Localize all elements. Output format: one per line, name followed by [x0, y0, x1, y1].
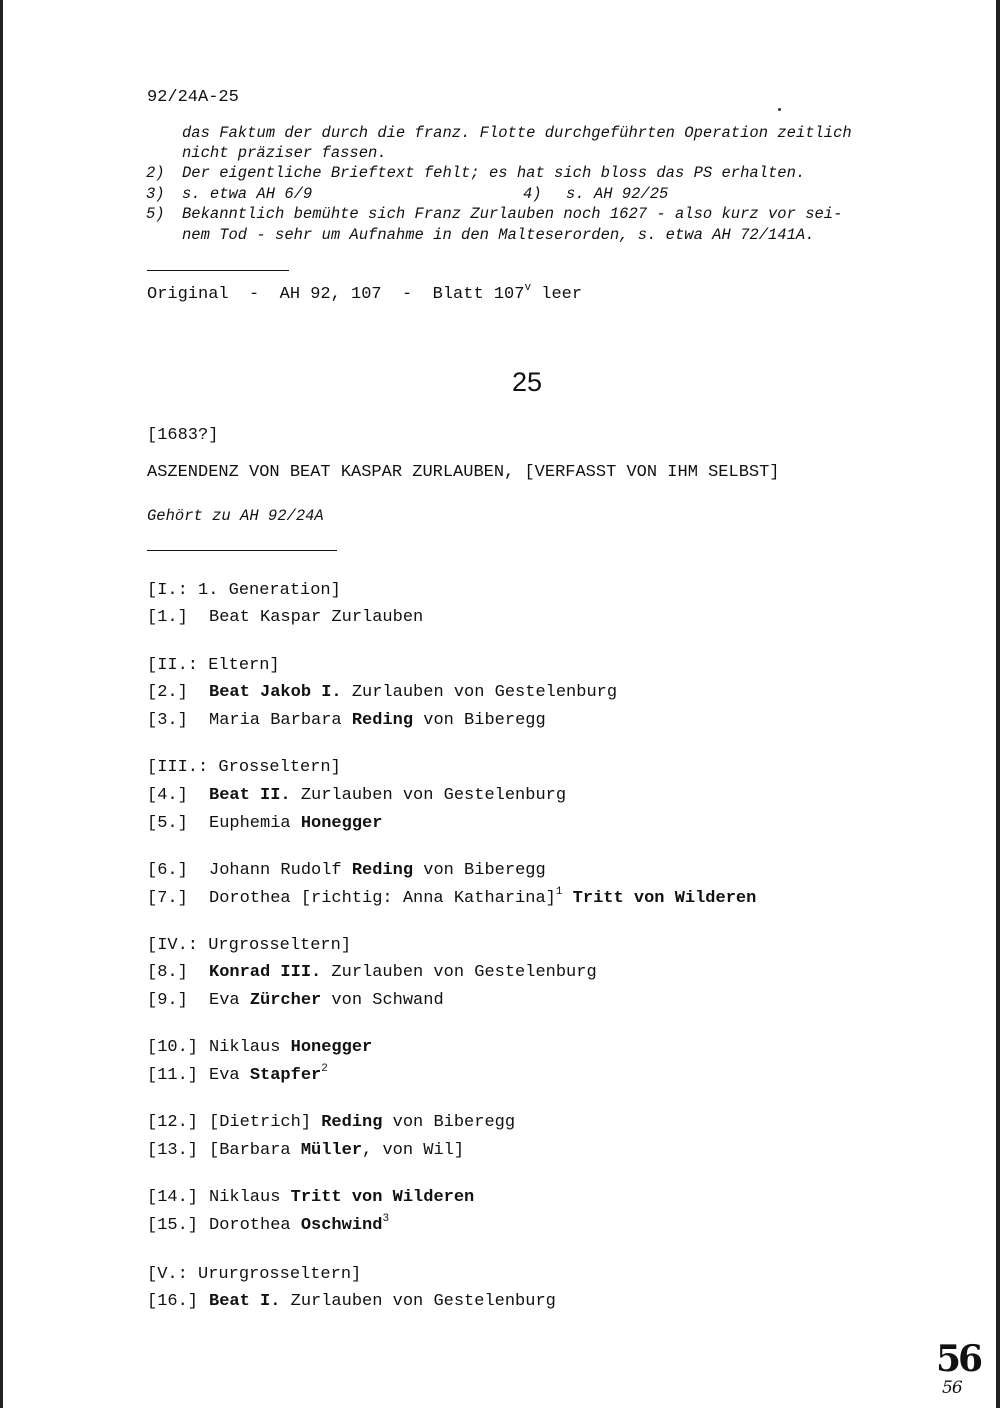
entry-11-name: [209, 1065, 328, 1087]
footnote-ref-2: 2: [321, 1063, 328, 1075]
entry-5-number: [5.]: [147, 814, 188, 833]
entry-2-rest: Zurlauben von Gestelenburg: [341, 683, 618, 702]
entry-3-name: [209, 710, 546, 732]
entry-12-name: [209, 1112, 515, 1134]
footnote-2-number: 2): [146, 164, 165, 182]
entry-9-pre: Eva: [209, 991, 250, 1010]
entry-16-name: [209, 1291, 556, 1313]
original-prefix: Original - AH 92, 107 - Blatt 107: [147, 285, 525, 304]
entry-4-bold: Beat II.: [209, 786, 291, 805]
entry-11-pre: Eva: [209, 1066, 250, 1085]
entry-7-bold: Tritt von Wilderen: [572, 889, 757, 908]
entry-2-number: [2.]: [147, 683, 188, 702]
belongs-to-note: Gehört zu AH 92/24A: [147, 507, 324, 525]
entry-12-rest: von Biberegg: [382, 1113, 516, 1132]
entry-13-bold: Müller: [300, 1141, 363, 1160]
separator-rule-2: [147, 550, 337, 551]
generation-3-heading: [III.: Grosseltern]: [147, 758, 341, 777]
entry-16-rest: Zurlauben von Gestelenburg: [280, 1292, 556, 1311]
scan-edge-right: [996, 0, 1000, 1408]
entry-14-bold: Tritt von Wilderen: [290, 1188, 475, 1207]
footnote-continuation-2: nicht präziser fassen.: [182, 144, 387, 162]
entry-1-name: Beat Kaspar Zurlauben: [209, 608, 424, 627]
entry-6-pre: Johann Rudolf: [209, 861, 352, 880]
entry-9-bold: Zürcher: [249, 991, 322, 1010]
entry-11-number: [11.]: [147, 1066, 199, 1085]
original-reference: [147, 284, 582, 306]
entry-12-pre: [Dietrich]: [209, 1113, 322, 1132]
entry-15-pre: Dorothea: [209, 1216, 301, 1235]
entry-7-number: [7.]: [147, 889, 188, 908]
entry-6-bold: Reding: [351, 861, 414, 880]
pencil-page-number: 56: [942, 1378, 962, 1398]
entry-10-number: [10.]: [147, 1038, 199, 1057]
generation-4-heading: [IV.: Urgrosseltern]: [147, 936, 352, 955]
entry-3-pre: Maria Barbara: [209, 711, 352, 730]
entry-10-bold: Honegger: [290, 1038, 373, 1057]
entry-13-name: [209, 1140, 464, 1162]
entry-15-bold: Oschwind: [300, 1216, 383, 1235]
entry-14-name: [209, 1187, 474, 1209]
entry-3-rest: von Biberegg: [413, 711, 546, 730]
scan-edge-left: [0, 0, 3, 1408]
entry-14-number: [14.]: [147, 1188, 199, 1207]
entry-7-name: [209, 888, 756, 910]
entry-9-rest: von Schwand: [321, 991, 444, 1010]
entry-10-name: [209, 1037, 372, 1059]
entry-5-pre: Euphemia: [209, 814, 301, 833]
entry-6-number: [6.]: [147, 861, 188, 880]
footnote-3-number: 3): [146, 185, 165, 203]
generation-2-heading: [II.: Eltern]: [147, 656, 280, 675]
footnote-5-line-1: Bekanntlich bemühte sich Franz Zurlauben noch 1627 - also kurz vor sei-: [182, 205, 843, 223]
page-stamp-number: 56: [936, 1338, 981, 1380]
generation-5-heading: [V.: Ururgrosseltern]: [147, 1265, 362, 1284]
entry-2-name: [209, 682, 617, 704]
original-verso-sup: v: [524, 282, 532, 294]
entry-10-pre: Niklaus: [209, 1038, 291, 1057]
footnote-ref-3: 3: [382, 1213, 390, 1225]
document-date: [1683?]: [147, 426, 219, 445]
footnote-4-number: 4): [523, 185, 542, 203]
footnote-2-text: Der eigentliche Brieftext fehlt; es hat sich bloss das PS erhalten.: [182, 164, 806, 182]
footnote-continuation-1: das Faktum der durch die franz. Flotte durchgeführten Operation zeitlich: [182, 124, 852, 142]
entry-4-name: [209, 785, 566, 807]
generation-1-heading: [I.: 1. Generation]: [147, 581, 341, 600]
entry-8-bold: Konrad III.: [209, 963, 322, 982]
footnote-5-number: 5): [146, 205, 165, 223]
entry-12-number: [12.]: [147, 1113, 199, 1132]
speck: [778, 108, 781, 111]
entry-8-rest: Zurlauben von Gestelenburg: [321, 963, 597, 982]
entry-5-bold: Honegger: [300, 814, 383, 833]
entry-5-name: [209, 813, 382, 835]
entry-12-bold: Reding: [321, 1113, 383, 1132]
page-reference: 92/24A-25: [147, 88, 239, 107]
entry-14-pre: Niklaus: [209, 1188, 291, 1207]
entry-6-rest: von Biberegg: [413, 861, 546, 880]
entry-9-name: [209, 990, 444, 1012]
document-number: 25: [512, 367, 543, 397]
entry-13-pre: [Barbara: [209, 1141, 301, 1160]
footnote-4-text: s. AH 92/25: [566, 185, 669, 203]
entry-3-number: [3.]: [147, 711, 188, 730]
document-title: ASZENDENZ VON BEAT KASPAR ZURLAUBEN, [VERFASST VON IHM SELBST]: [147, 463, 780, 482]
separator-rule: [147, 270, 289, 271]
entry-3-bold: Reding: [351, 711, 414, 730]
footnote-3-text: s. etwa AH 6/9: [182, 185, 313, 203]
entry-7-pre: Dorothea [richtig: Anna Katharina]: [209, 889, 556, 908]
entry-2-bold: Beat Jakob I.: [209, 683, 342, 702]
entry-13-rest: , von Wil]: [362, 1141, 465, 1160]
entry-11-bold: Stapfer: [249, 1066, 322, 1085]
entry-9-number: [9.]: [147, 991, 188, 1010]
entry-4-rest: Zurlauben von Gestelenburg: [290, 786, 567, 805]
entry-15-name: [209, 1215, 389, 1237]
original-suffix: leer: [531, 285, 583, 304]
footnote-ref-1: 1: [555, 886, 563, 898]
entry-1-number: [1.]: [147, 608, 188, 627]
entry-13-number: [13.]: [147, 1141, 199, 1160]
entry-8-number: [8.]: [147, 963, 188, 982]
entry-4-number: [4.]: [147, 786, 188, 805]
entry-15-number: [15.]: [147, 1216, 199, 1235]
entry-16-bold: Beat I.: [209, 1292, 281, 1311]
footnote-5-line-2: nem Tod - sehr um Aufnahme in den Malteserorden, s. etwa AH 72/141A.: [182, 226, 815, 244]
entry-8-name: [209, 962, 597, 984]
entry-6-name: [209, 860, 546, 882]
entry-16-number: [16.]: [147, 1292, 199, 1311]
